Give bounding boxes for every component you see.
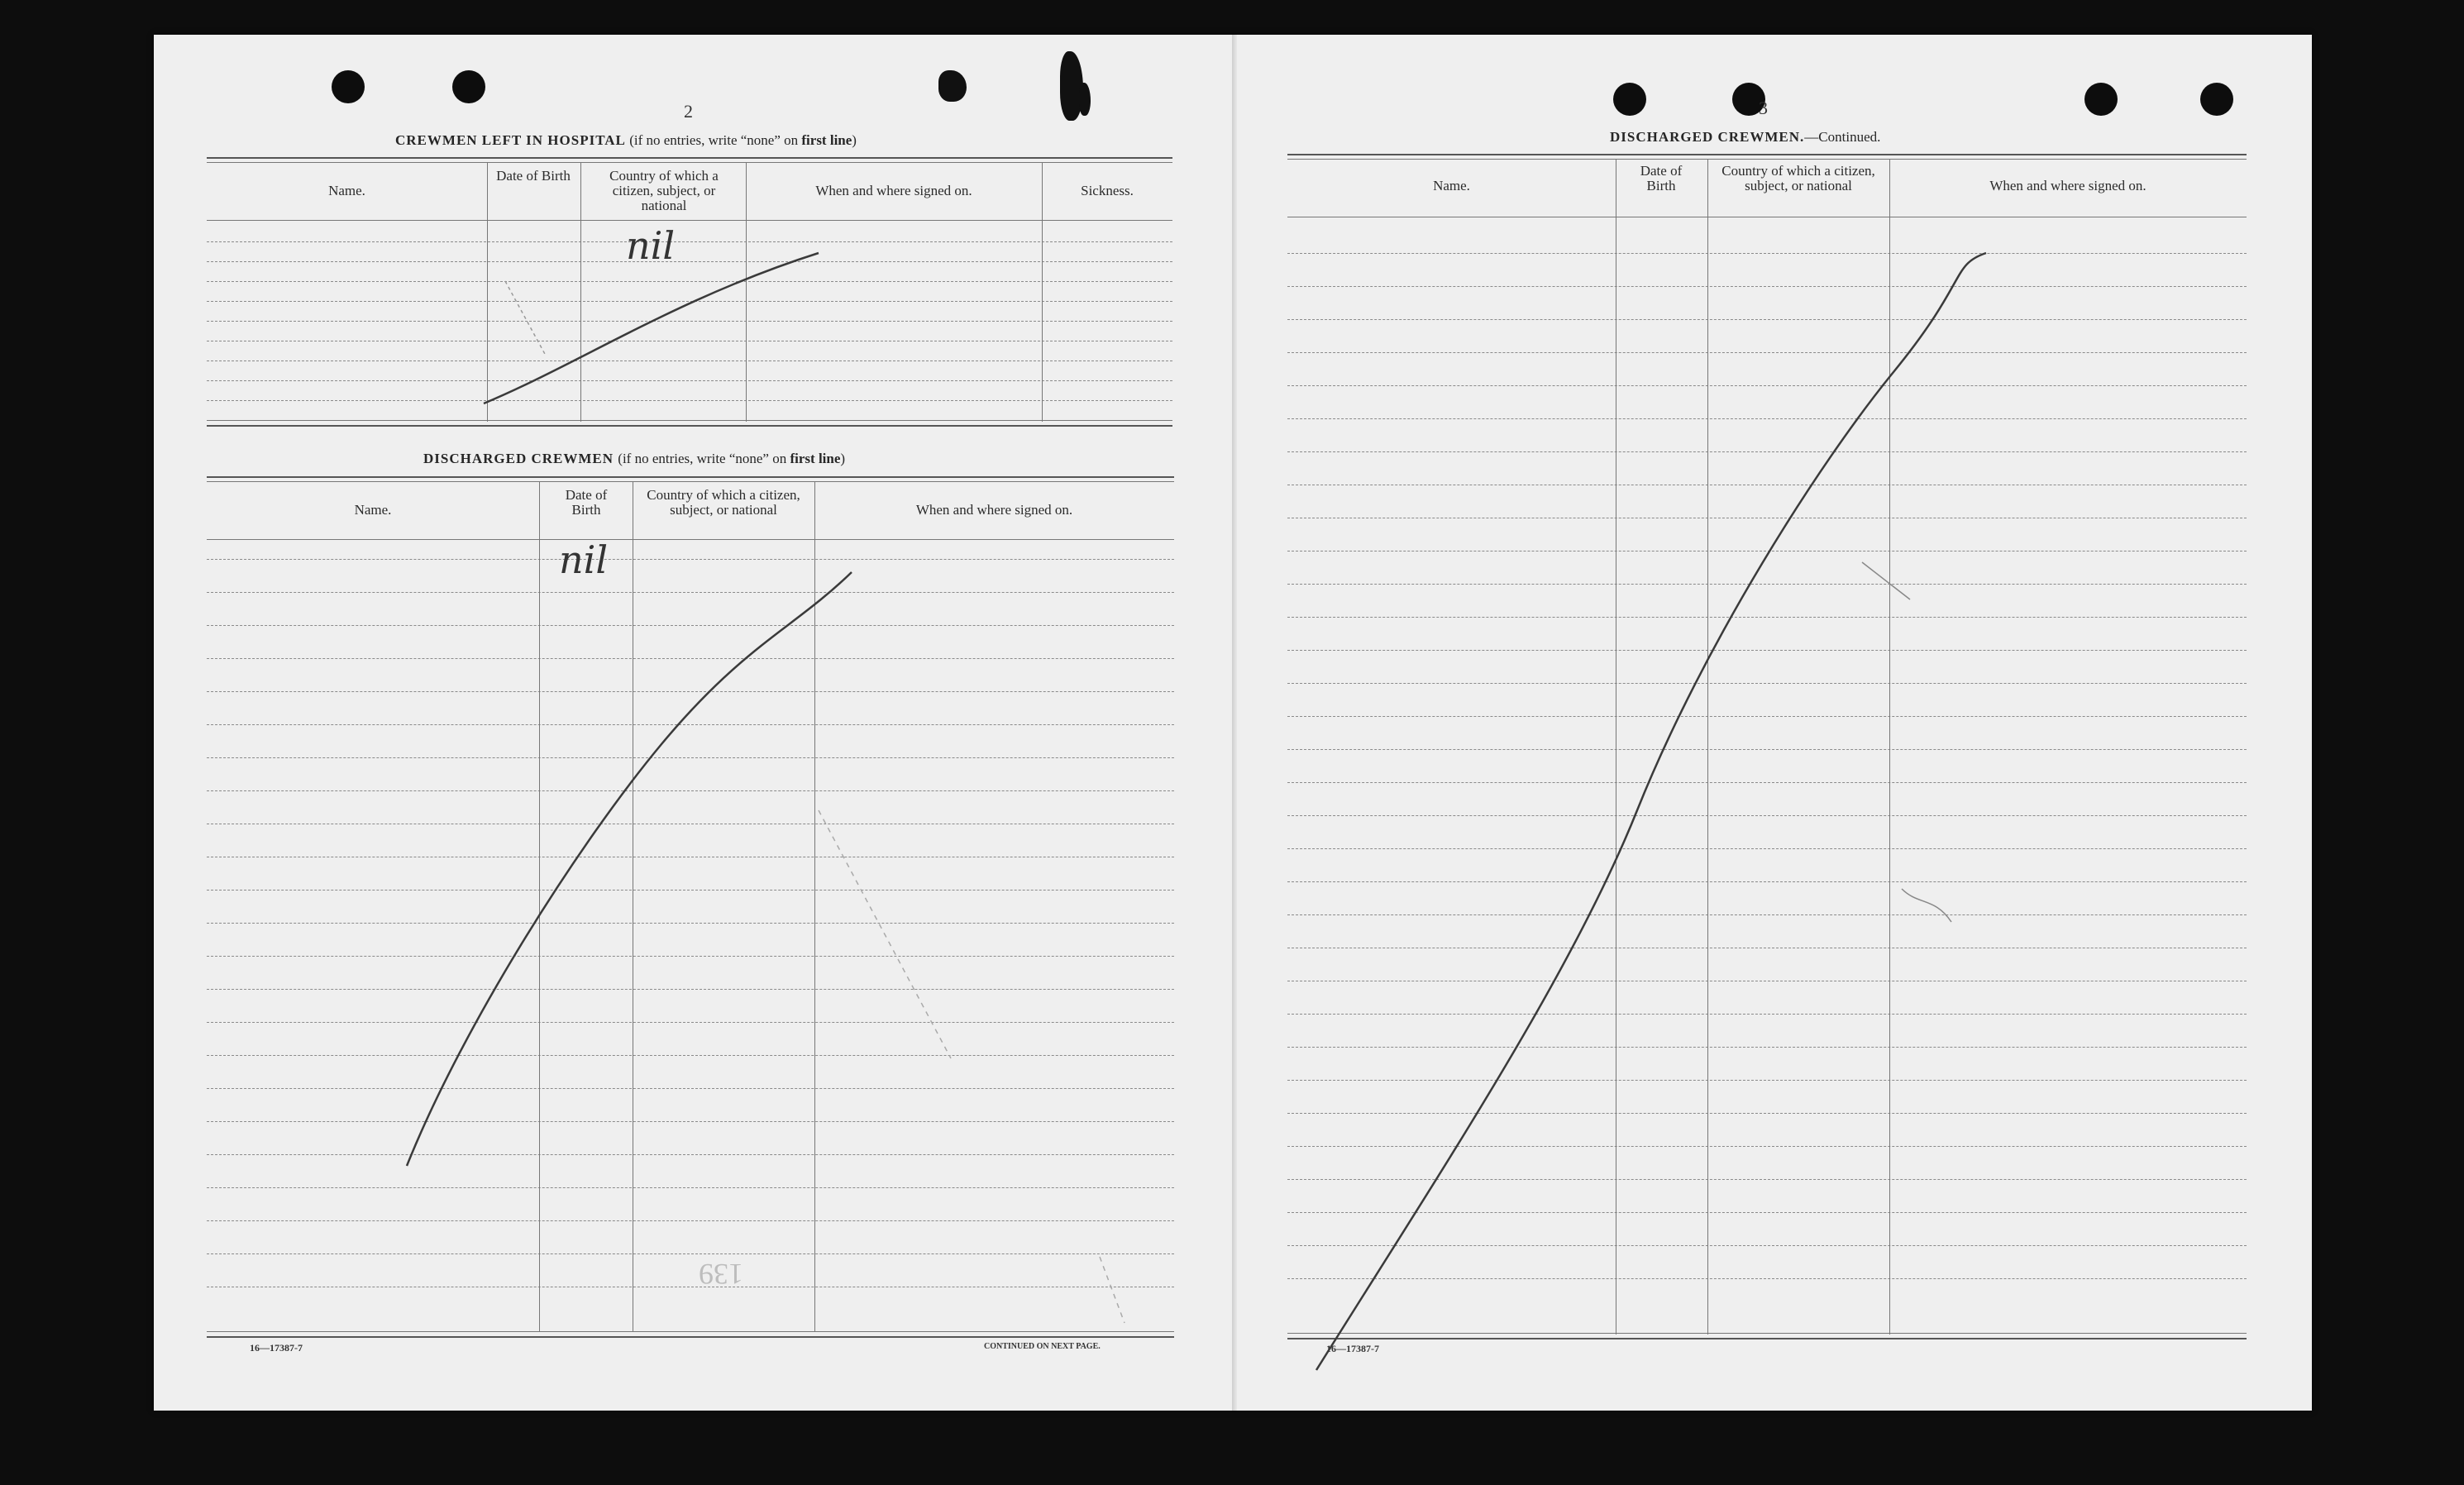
page-number: 2 — [684, 101, 693, 122]
column-header-date-of-birth: Date of Birth — [565, 487, 608, 518]
column-header-name: Name. — [328, 183, 365, 198]
faint-mark — [1862, 562, 1910, 599]
strike-line — [484, 253, 819, 403]
column-header-country: Country of which a citizen, subject, or national — [1721, 163, 1875, 193]
column-header-date-of-birth: Date of Birth — [1640, 163, 1683, 193]
faint-mark — [819, 810, 951, 1058]
page-number: 3 — [1759, 98, 1768, 118]
continued-note: CONTINUED ON NEXT PAGE. — [984, 1342, 1101, 1351]
hospital-section-title: CREWMEN LEFT IN HOSPITAL (if no entries, write “none” on first line) — [395, 132, 857, 148]
faint-mark — [505, 281, 546, 356]
column-header-country: Country of which a citizen, subject, or national — [609, 168, 719, 213]
form-number: 16—17387-7 — [250, 1342, 303, 1354]
faint-mark — [1902, 889, 1951, 922]
column-header-name: Name. — [354, 502, 392, 518]
faint-mark — [1100, 1257, 1125, 1323]
column-header-country: Country of which a citizen, subject, or national — [647, 487, 800, 518]
column-header-name: Name. — [1433, 178, 1470, 193]
handwritten-entry: nil — [559, 537, 609, 582]
strike-line — [407, 572, 852, 1166]
strike-line — [1316, 253, 1986, 1370]
handwritten-entry: nil — [626, 223, 676, 268]
discharged-section-title: DISCHARGED CREWMEN (if no entries, write “none” on first line) — [423, 451, 846, 466]
form-number: 16—17387-7 — [1326, 1343, 1379, 1354]
discharged-continued-title: DISCHARGED CREWMEN.—Continued. — [1610, 129, 1881, 145]
column-header-sickness: Sickness. — [1081, 183, 1134, 198]
page-stamp-number: 139 — [699, 1258, 743, 1291]
column-header-date-of-birth: Date of Birth — [496, 168, 571, 184]
column-header-when-where: When and where signed on. — [915, 502, 1073, 518]
column-header-when-where: When and where signed on. — [815, 183, 972, 198]
column-header-when-where: When and where signed on. — [1989, 178, 2146, 193]
